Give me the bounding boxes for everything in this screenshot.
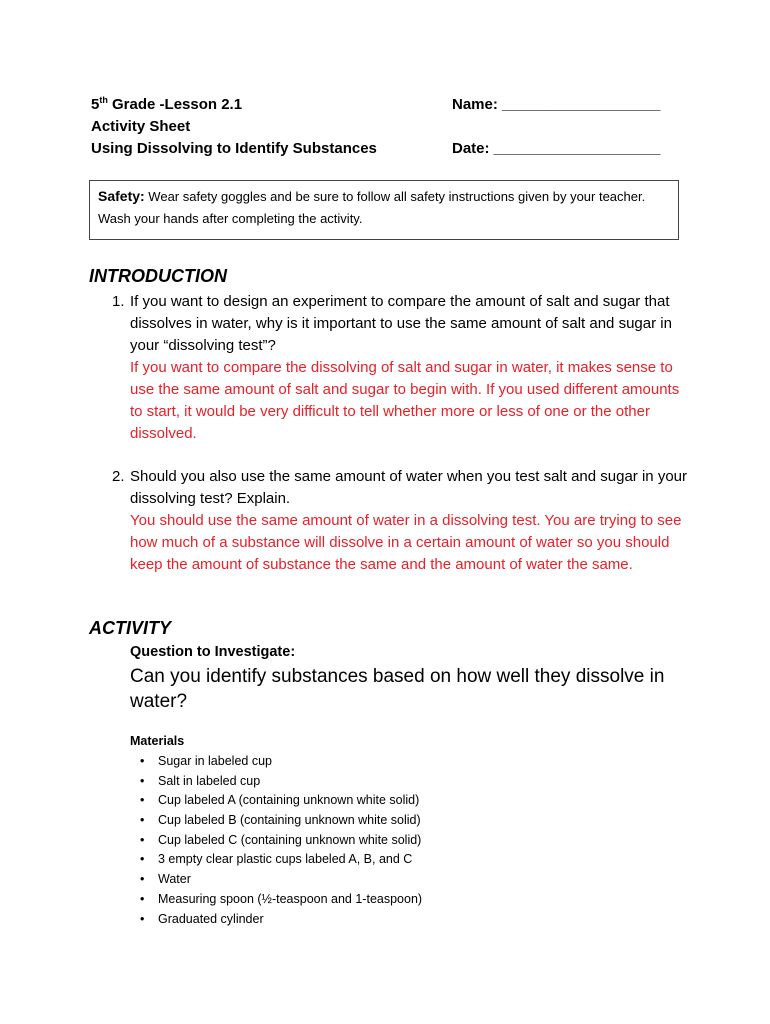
list-item — [140, 772, 422, 792]
question-1 — [112, 291, 692, 445]
material-text: Cup labeled A (containing unknown white solid) — [158, 793, 420, 808]
material-text: Water — [158, 872, 191, 887]
investigate-label: Question to Investigate: — [130, 644, 296, 660]
date-field[interactable]: Date: ____________________ — [452, 140, 661, 157]
safety-label: Safety: — [98, 188, 145, 204]
material-text: Cup labeled C (containing unknown white solid) — [158, 832, 422, 847]
material-text: Sugar in labeled cup — [158, 754, 272, 768]
introduction-heading: INTRODUCTION — [89, 266, 227, 286]
safety-box — [89, 180, 679, 240]
bullet-icon: • — [140, 773, 145, 788]
bullet-icon: • — [140, 872, 145, 887]
list-item — [140, 870, 422, 890]
material-text: Cup labeled B (containing unknown white solid) — [158, 813, 421, 828]
sheet-type: Activity Sheet — [91, 118, 191, 135]
answer-text: You should use the same amount of water in a dissolving test. You are trying to see how much of a substance will dissolve in a certain amount of water so you should keep the amount of substance the same and the amount of water the same. — [130, 512, 682, 573]
list-item — [140, 811, 422, 831]
grade-superscript: th — [99, 95, 108, 105]
lesson-title: Using Dissolving to Identify Substances — [91, 140, 377, 157]
bullet-icon: • — [140, 832, 145, 847]
bullet-icon: • — [140, 911, 145, 926]
investigate-question: Can you identify substances based on how well they dissolve in water? — [130, 666, 665, 712]
list-item — [140, 890, 422, 910]
material-text: Graduated cylinder — [158, 911, 264, 926]
list-item — [140, 791, 422, 811]
question-number: 2. — [112, 468, 125, 485]
material-text: Measuring spoon (½-teaspoon and 1-teaspoon) — [158, 891, 423, 906]
material-text: Salt in labeled cup — [158, 773, 261, 788]
list-item — [140, 831, 422, 851]
question-text: If you want to design an experiment to compare the amount of salt and sugar that dissolves in water, why is it important to use the same amount of salt and sugar in your “dissolving test”? — [130, 293, 672, 354]
materials-heading: Materials — [130, 734, 185, 748]
list-item — [140, 752, 422, 772]
materials-list — [140, 752, 422, 929]
bullet-icon: • — [140, 813, 145, 828]
lesson-header — [91, 94, 377, 160]
answer-text: If you want to compare the dissolving of salt and sugar in water, it makes sense to use the same amount of salt and sugar to begin with. If you used different amounts to start, it would be very difficult to tell whether more or less of one or the other dissolved. — [130, 359, 680, 442]
bullet-icon: • — [140, 891, 145, 906]
bullet-icon: • — [140, 793, 145, 808]
list-item — [140, 850, 422, 870]
name-field[interactable]: Name: ___________________ — [452, 96, 661, 113]
student-info — [452, 94, 661, 160]
bullet-icon: • — [140, 852, 145, 867]
question-text: Should you also use the same amount of water when you test salt and sugar in your dissolving test? Explain. — [130, 468, 687, 507]
grade-lesson-text: Grade -Lesson 2.1 — [107, 96, 243, 113]
safety-text: Wear safety goggles and be sure to follow all safety instructions given by your teacher. Wash your hands after completing the activity. — [98, 189, 646, 226]
grade-lesson-line — [91, 94, 377, 116]
grade-number: 5 — [91, 96, 100, 113]
question-number: 1. — [112, 293, 125, 310]
list-item — [140, 910, 422, 930]
bullet-icon: • — [140, 754, 145, 768]
material-text: 3 empty clear plastic cups labeled A, B, and C — [158, 852, 413, 867]
activity-heading: ACTIVITY — [89, 618, 172, 638]
question-2 — [112, 466, 692, 576]
